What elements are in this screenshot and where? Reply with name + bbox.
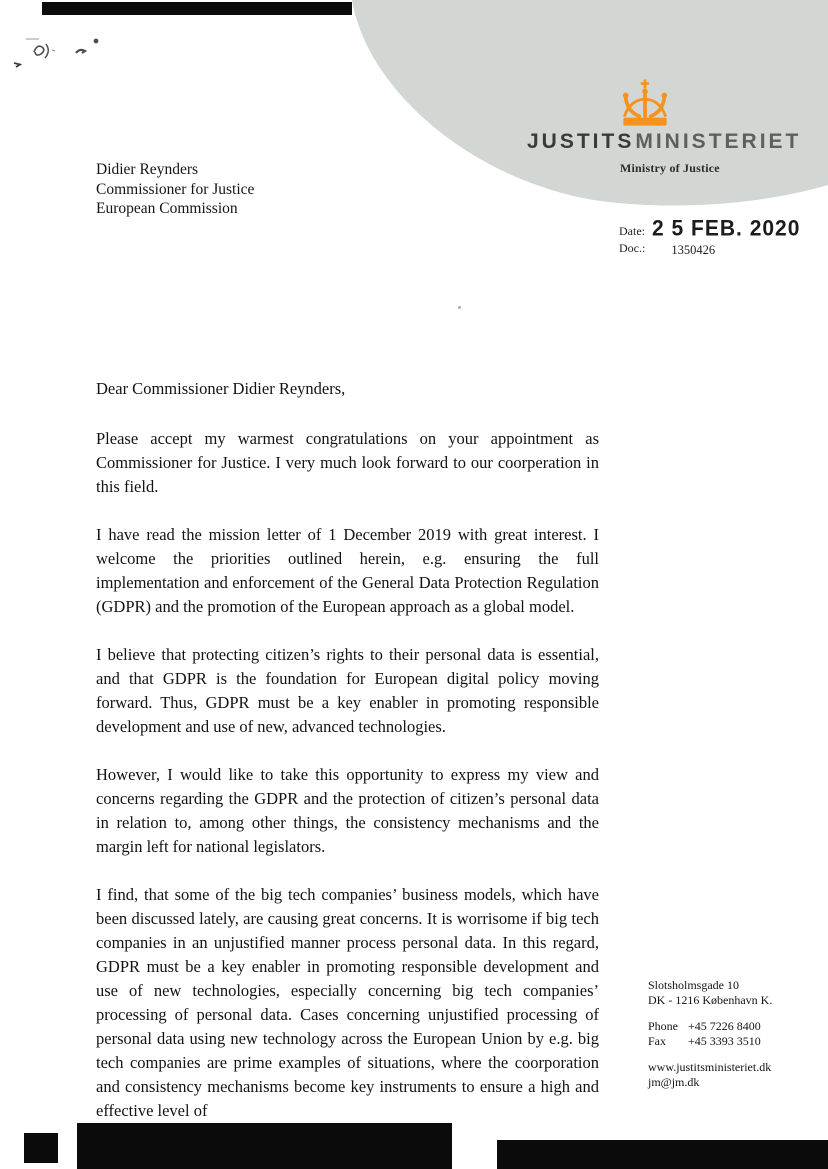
header-gray-swoosh — [350, 0, 828, 216]
phone-label: Phone — [648, 1019, 678, 1033]
scan-artifact-bar-top — [42, 2, 352, 15]
date-doc-block — [619, 218, 800, 256]
date-label: Date: — [619, 224, 645, 238]
footer-contact-block — [648, 978, 772, 1101]
recipient-organization: European Commission — [96, 200, 238, 217]
paragraph: I have read the mission letter of 1 December 2019 with great interest. I welcome the priorities outlined herein, e.g. ensuring the full implementation and enforcement of the General Data Protection Regulation (GDPR) and the promotion of the European approach as a global model. — [96, 525, 599, 616]
scan-artifact-bar-bottom-small — [24, 1133, 58, 1163]
scan-speck — [458, 306, 461, 309]
scan-artifact-bar-bottom-right — [497, 1140, 828, 1169]
ministry-wordmark — [527, 130, 801, 154]
doc-number: 1350426 — [671, 242, 716, 257]
phone-number: +45 7226 8400 — [688, 1019, 761, 1033]
handwritten-marks — [8, 30, 120, 72]
crown-logo — [616, 79, 674, 128]
fax-number: +45 3393 3510 — [688, 1033, 761, 1048]
paragraph: Please accept my warmest congratulations on your appointment as Commissioner for Justice. I very much look forward to our coorperation in this field. — [96, 429, 599, 496]
doc-label: Doc.: — [619, 241, 646, 255]
scan-artifact-bar-bottom-large — [77, 1123, 452, 1169]
address-city: DK - 1216 København K. — [648, 992, 773, 1007]
website-url: www.justitsministeriet.dk — [648, 1060, 772, 1074]
email-address: jm@jm.dk — [648, 1074, 700, 1089]
ministry-name-primary: JUSTITS — [527, 130, 635, 153]
recipient-address — [96, 160, 254, 219]
recipient-name: Didier Reynders — [96, 161, 199, 178]
ministry-subtitle: Ministry of Justice — [620, 161, 720, 175]
paragraph: I believe that protecting citizen’s rights to their personal data is essential, and that GDPR is the foundation for European digital policy moving forward. Thus, GDPR must be a key enabler in promoting responsible development and use of new, advanced technologies. — [96, 645, 599, 736]
ministry-name-secondary: MINISTERIET — [635, 130, 802, 153]
fax-label: Fax — [648, 1033, 666, 1048]
address-street: Slotsholmsgade 10 — [648, 978, 740, 992]
salutation: Dear Commissioner Didier Reynders, — [96, 379, 346, 398]
paragraph: However, I would like to take this opportunity to express my view and concerns regarding the GDPR and the protection of citizen’s personal data in relation to, among other things, the consistency mechanisms and the margin left for national legislators. — [96, 765, 599, 856]
date-stamp: 2 5 FEB. 2020 — [652, 216, 801, 241]
paragraph: I find, that some of the big tech companies’ business models, which have been discussed lately, are causing great concerns. It is worrisome if big tech companies in an unjustified manner process personal data. In this regard, GDPR must be a key enabler in promoting responsible development and use of new technologies, especially concerning big tech companies’ processing of personal data. Cases concerning unjustified processing of personal data using new technology across the European Union by e.g. big tech companies are prime examples of situations, where the coorporation and consistency mechanisms become key instruments to ensure a high and effective level of — [96, 885, 599, 1120]
recipient-title: Commissioner for Justice — [96, 180, 255, 198]
letter-body — [96, 377, 599, 1147]
